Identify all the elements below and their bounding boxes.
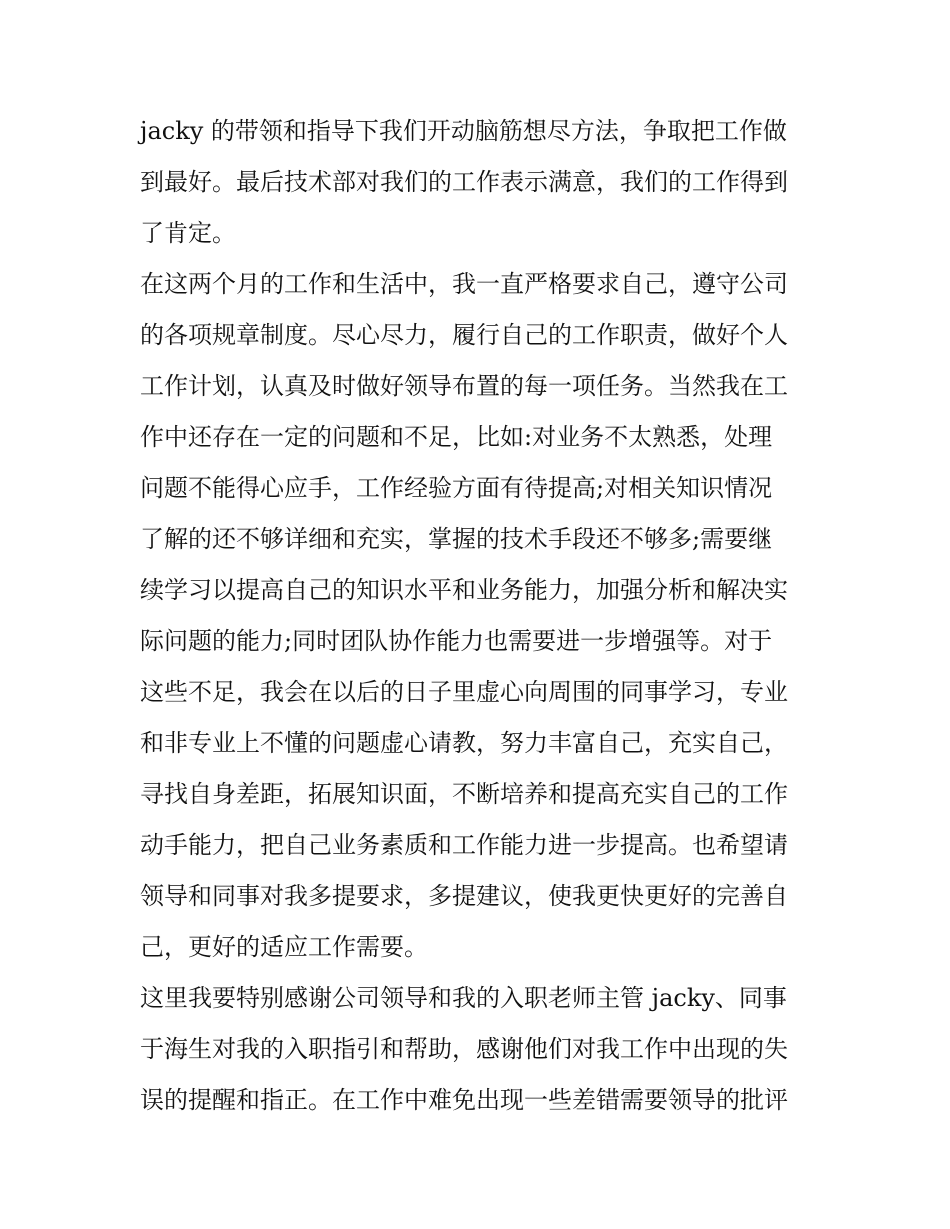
paragraph-2 <box>140 259 816 973</box>
text-line: jacky 的带领和指导下我们开动脑筋想尽方法，争取把工作做 <box>140 117 787 145</box>
text-line: 续学习以提高自己的知识水平和业务能力，加强分析和解决实 <box>140 576 788 604</box>
text-line: 领导和同事对我多提要求，多提建议，使我更快更好的完善自 <box>140 882 788 910</box>
text-line: 了肯定。 <box>140 219 236 247</box>
text-line: 于海生对我的入职指引和帮助，感谢他们对我工作中出现的失 <box>140 1035 788 1063</box>
paragraph-1 <box>140 106 816 259</box>
text-line: 误的提醒和指正。在工作中难免出现一些差错需要领导的批评 <box>140 1086 788 1114</box>
text-line: 这里我要特别感谢公司领导和我的入职老师主管 jacky、同事 <box>140 984 787 1012</box>
text-line: 这些不足，我会在以后的日子里虚心向周围的同事学习，专业 <box>140 678 788 706</box>
text-line: 作中还存在一定的问题和不足，比如:对业务不太熟悉，处理 <box>140 423 773 451</box>
text-line: 动手能力，把自己业务素质和工作能力进一步提高。也希望请 <box>140 831 788 859</box>
document-body <box>140 106 816 1126</box>
text-line: 和非专业上不懂的问题虚心请教，努力丰富自己，充实自己， <box>140 729 788 757</box>
text-line: 在这两个月的工作和生活中，我一直严格要求自己，遵守公司 <box>140 270 788 298</box>
text-line: 工作计划，认真及时做好领导布置的每一项任务。当然我在工 <box>140 372 788 400</box>
text-line: 到最好。最后技术部对我们的工作表示满意，我们的工作得到 <box>140 168 788 196</box>
text-line: 了解的还不够详细和充实，掌握的技术手段还不够多;需要继 <box>140 525 773 553</box>
text-line: 己，更好的适应工作需要。 <box>140 933 428 961</box>
text-line: 问题不能得心应手，工作经验方面有待提高;对相关知识情况 <box>140 474 773 502</box>
text-line: 的各项规章制度。尽心尽力，履行自己的工作职责，做好个人 <box>140 321 788 349</box>
text-line: 寻找自身差距，拓展知识面，不断培养和提高充实自己的工作 <box>140 780 788 808</box>
paragraph-3 <box>140 973 816 1126</box>
text-line: 际问题的能力;同时团队协作能力也需要进一步增强等。对于 <box>140 627 773 655</box>
